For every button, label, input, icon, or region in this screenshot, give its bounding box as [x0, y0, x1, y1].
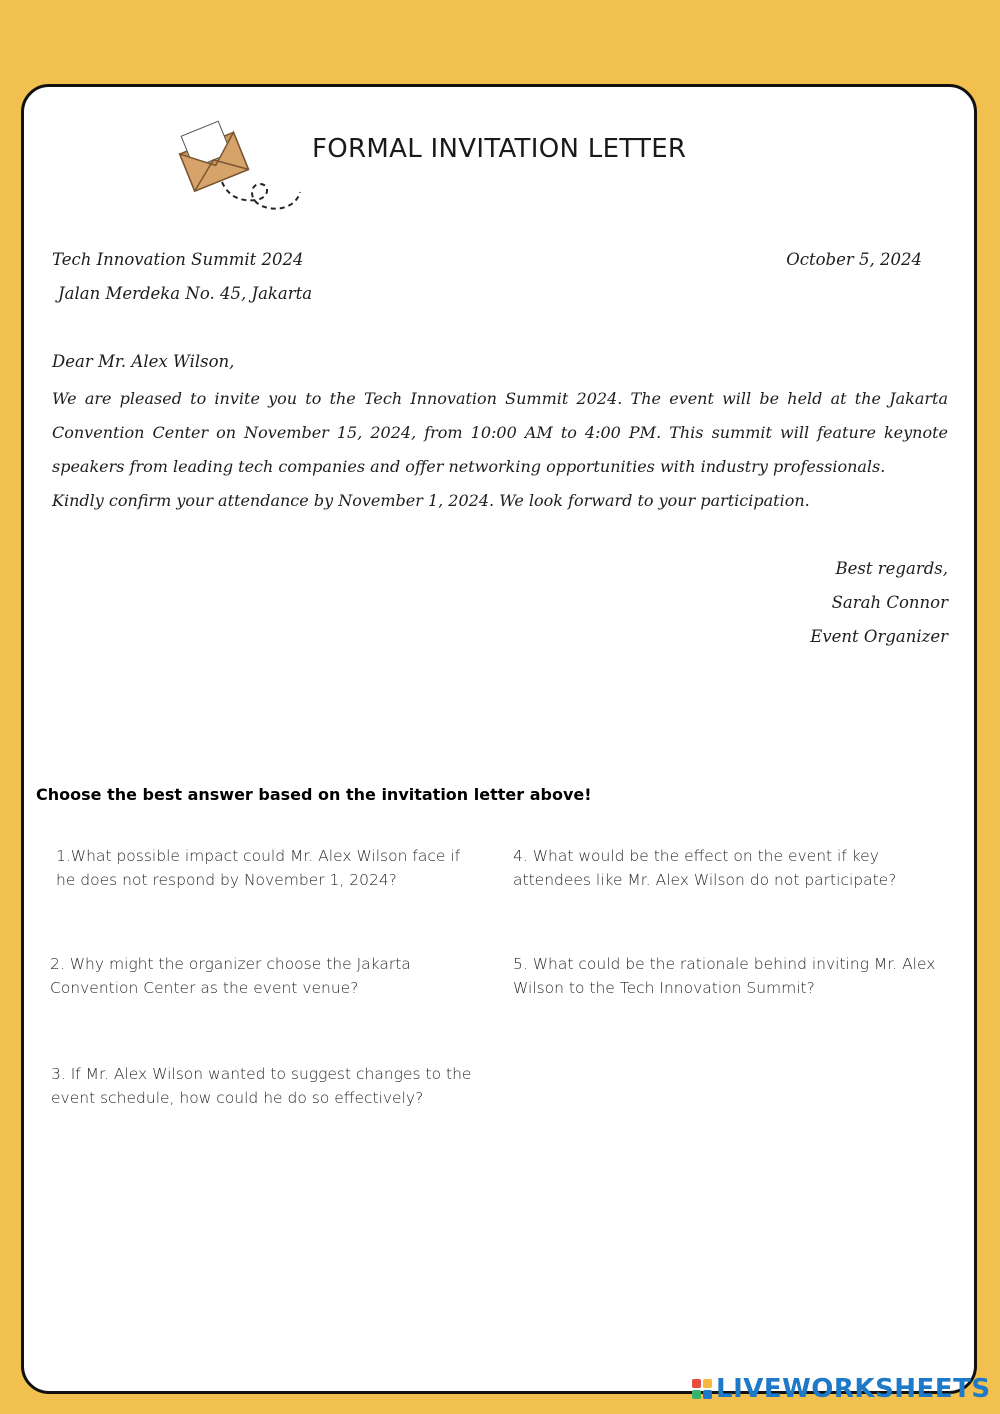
letter-body-paragraph-1: We are pleased to invite you to the Tech Innovation Summit 2024. The event will be held at the Jakarta Convention Center on November 15, 2024, from 10:00 AM to 4:00 PM. This summit will feature keynote speakers from leading tech companies and offer networking opportunities with industry professionals. — [52, 389, 948, 476]
signer-name: Sarah Connor — [831, 593, 948, 612]
worksheet-sheet — [21, 84, 977, 1394]
salutation: Dear Mr. Alex Wilson, — [52, 352, 235, 371]
question-3: 3. If Mr. Alex Wilson wanted to suggest changes to the event schedule, how could he do so effectively? — [51, 1065, 472, 1107]
question-1 — [56, 844, 476, 892]
page-title: FORMAL INVITATION LETTER — [312, 134, 687, 164]
sender-address: Jalan Merdeka No. 45, Jakarta — [58, 284, 313, 303]
question-1-number: 1. — [56, 847, 71, 865]
envelope-icon — [178, 118, 308, 218]
question-2: 2. Why might the organizer choose the Jakarta Convention Center as the event venue? — [50, 955, 411, 997]
letter-closing — [810, 552, 948, 654]
liveworksheets-logo-icon — [692, 1379, 712, 1399]
liveworksheets-brand[interactable] — [692, 1372, 991, 1406]
closing-phrase: Best regards, — [835, 559, 948, 578]
question-5: 5. What could be the rationale behind inviting Mr. Alex Wilson to the Tech Innovation Summit? — [513, 955, 936, 997]
sender-name: Tech Innovation Summit 2024 — [52, 250, 304, 269]
letter-date: October 5, 2024 — [786, 250, 922, 269]
question-4: 4. What would be the effect on the event if key attendees like Mr. Alex Wilson do not participate? — [513, 847, 897, 889]
instructions-heading: Choose the best answer based on the invitation letter above! — [36, 785, 592, 804]
signer-title: Event Organizer — [810, 627, 948, 646]
brand-name: LIVEWORKSHEETS — [716, 1374, 991, 1404]
question-1-text: What possible impact could Mr. Alex Wilson face if he does not respond by November 1, 2024? — [56, 847, 461, 889]
letter-body-paragraph-2: Kindly confirm your attendance by November 1, 2024. We look forward to your participation. — [52, 491, 810, 510]
